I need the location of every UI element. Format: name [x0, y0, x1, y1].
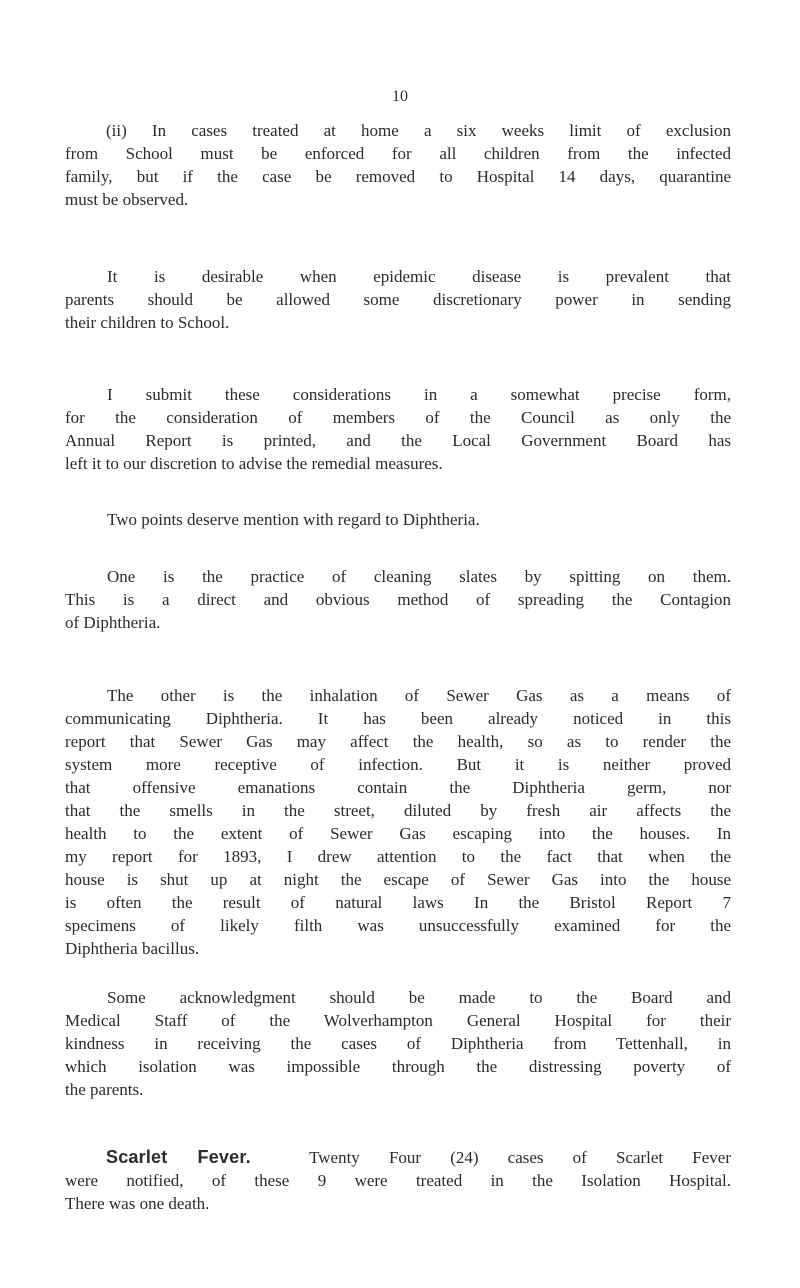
text-line: One is the practice of cleaning slates by spitting on them. [107, 567, 731, 586]
text-line: Medical Staff of the Wolverhampton General Hospital for their [65, 1011, 731, 1030]
text-line: communicating Diphtheria. It has been already noticed in this [65, 709, 731, 728]
text-line: Some acknowledgment should be made to the Board and [107, 988, 731, 1007]
text-line: Annual Report is printed, and the Local Government Board has [65, 431, 731, 450]
paragraph-exclusion [65, 119, 731, 211]
text-line: my report for 1893, I drew attention to the fact that when the [65, 847, 731, 866]
text-line: This is a direct and obvious method of spreading the Contagion [65, 590, 731, 609]
text-line: specimens of likely filth was unsuccessfully examined for the [65, 916, 731, 935]
text-line: system more receptive of infection. But it is neither proved [65, 755, 731, 774]
text-line: kindness in receiving the cases of Diphtheria from Tettenhall, in [65, 1034, 731, 1053]
text-line: that offensive emanations contain the Diphtheria germ, nor [65, 778, 731, 797]
text-line: their children to School. [65, 313, 230, 332]
text-line: left it to our discretion to advise the remedial measures. [65, 454, 443, 473]
section-scarlet-fever [65, 1146, 731, 1215]
text-line: were notified, of these 9 were treated in the Isolation Hospital. [65, 1171, 731, 1190]
paragraph-acknowledgment [65, 986, 731, 1101]
paragraph-two-points [65, 508, 731, 531]
text-line: (ii) In cases treated at home a six weeks limit of exclusion [106, 121, 731, 140]
text-line: the parents. [65, 1080, 144, 1099]
text-line: which isolation was impossible through the distressing poverty of [65, 1057, 731, 1076]
text-line: from School must be enforced for all children from the infected [65, 144, 731, 163]
text-run: Twenty Four (24) cases of Scarlet Fever [309, 1148, 731, 1167]
text-line [65, 1146, 731, 1169]
text-line: I submit these considerations in a somewhat precise form, [107, 385, 731, 404]
paragraph-slates [65, 565, 731, 634]
text-line: family, but if the case be removed to Hospital 14 days, quarantine [65, 167, 731, 186]
text-line: health to the extent of Sewer Gas escaping into the houses. In [65, 824, 731, 843]
text-line: is often the result of natural laws In the Bristol Report 7 [65, 893, 731, 912]
text-line: that the smells in the street, diluted by fresh air affects the [65, 801, 731, 820]
text-line: parents should be allowed some discretionary power in sending [65, 290, 731, 309]
text-line: Two points deserve mention with regard to Diphtheria. [107, 510, 480, 529]
section-heading: Scarlet Fever. [106, 1147, 251, 1167]
paragraph-discretion [65, 265, 731, 334]
text-line: of Diphtheria. [65, 613, 161, 632]
text-line: There was one death. [65, 1194, 210, 1213]
page-number: 10 [392, 88, 408, 105]
text-line: house is shut up at night the escape of Sewer Gas into the house [65, 870, 731, 889]
text-line: report that Sewer Gas may affect the health, so as to render the [65, 732, 731, 751]
text-line: for the consideration of members of the Council as only the [65, 408, 731, 427]
text-line: It is desirable when epidemic disease is prevalent that [107, 267, 731, 286]
text-line: Diphtheria bacillus. [65, 939, 200, 958]
paragraph-considerations [65, 383, 731, 475]
text-line: The other is the inhalation of Sewer Gas as a means of [107, 686, 731, 705]
paragraph-sewer-gas [65, 684, 731, 960]
text-line: must be observed. [65, 190, 189, 209]
